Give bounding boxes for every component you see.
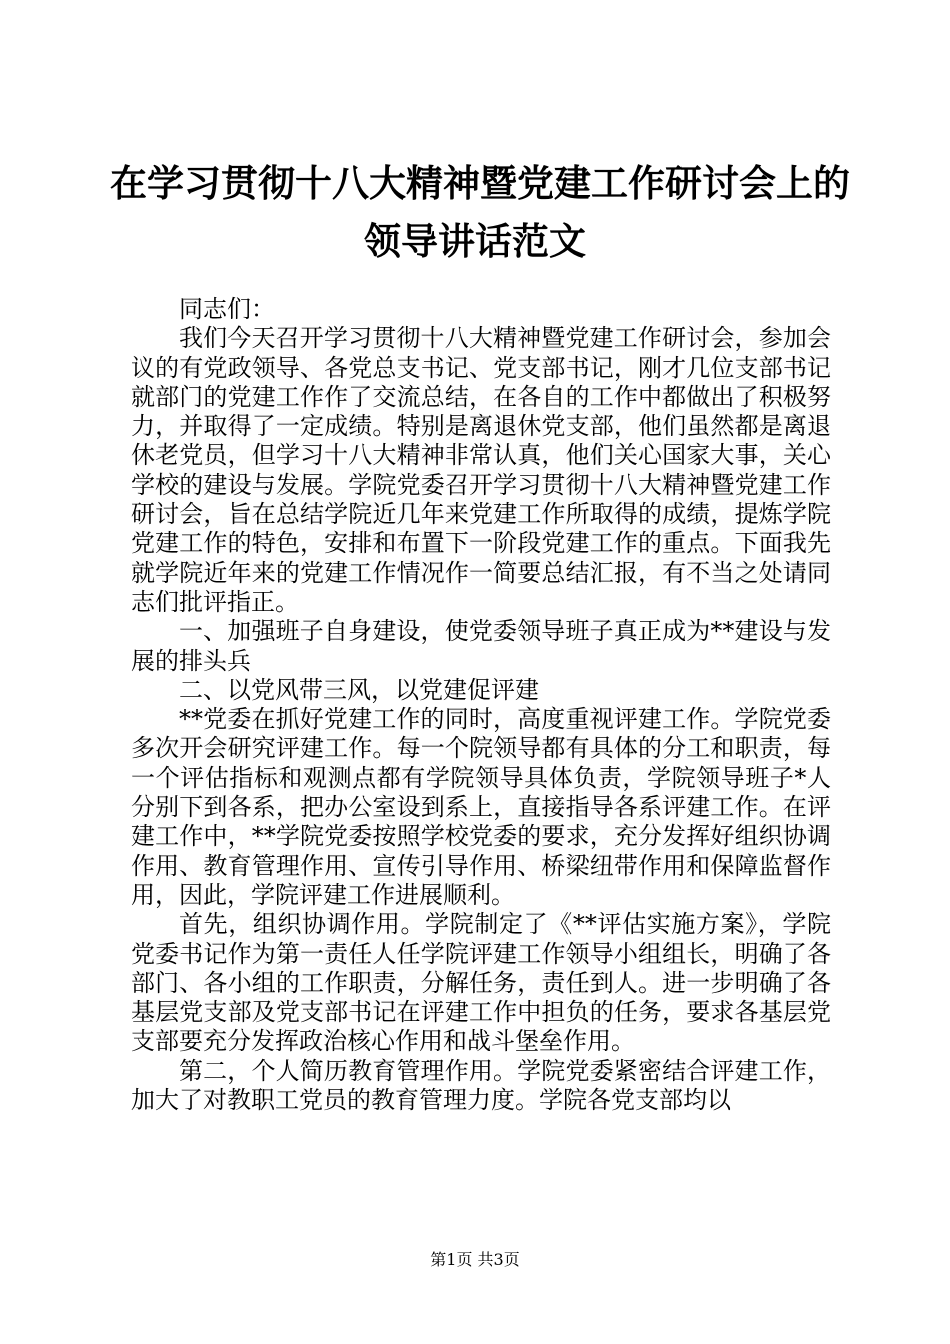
paragraph: **党委在抓好党建工作的同时，高度重视评建工作。学院党委多次开会研究评建工作。每一个院领导都有具体的分工和职责，每一个评估指标和观测点都有学院领导具体负责，学院领导班子*人分别下到各系，把办公室设到系上，直接指导各系评建工作。在评建工作中，**学院党委按照学校党委的要求，充分发挥好组织协调作用、教育管理作用、宣传引导作用、桥梁纽带作用和保障监督作用，因此，学院评建工作进展顺利。 (131, 705, 831, 909)
page-footer: 第1页 共3页 (430, 1250, 520, 1269)
section-heading: 二、以党风带三风，以党建促评建 (179, 675, 539, 704)
section-heading: 一、加强班子自身建设，使党委领导班子真正成为**建设与发展的排头兵 (131, 617, 831, 675)
document-title-line-1: 在学习贯彻十八大精神暨党建工作研讨会上的 (110, 162, 850, 205)
paragraph-salutation: 同志们： (179, 295, 275, 323)
paragraph: 第二，个人简历教育管理作用。学院党委紧密结合评建工作，加大了对教职工党员的教育管理力度。学院各党支部均以 (131, 1056, 831, 1115)
document-body (131, 295, 831, 1115)
document-title-line-2: 领导讲话范文 (364, 220, 586, 263)
paragraph: 首先，组织协调作用。学院制定了《**评估实施方案》，学院党委书记作为第一责任人任学院评建工作领导小组组长，明确了各部门、各小组的工作职责，分解任务，责任到人。进一步明确了各基层党支部及党支部书记在评建工作中担负的任务，要求各基层党支部要充分发挥政治核心作用和战斗堡垒作用。 (131, 910, 831, 1056)
paragraph: 我们今天召开学习贯彻十八大精神暨党建工作研讨会，参加会议的有党政领导、各党总支书记、党支部书记，刚才几位支部书记就部门的党建工作作了交流总结，在各自的工作中都做出了积极努力，并取得了一定成绩。特别是离退休党支部，他们虽然都是离退休老党员，但学习十八大精神非常认真，他们关心国家大事，关心学校的建设与发展。学院党委召开学习贯彻十八大精神暨党建工作研讨会，旨在总结学院近几年来党建工作所取得的成绩，提炼学院党建工作的特色，安排和布置下一阶段党建工作的重点。下面我先就学院近年来的党建工作情况作一简要总结汇报，有不当之处请同志们批评指正。 (131, 324, 831, 616)
